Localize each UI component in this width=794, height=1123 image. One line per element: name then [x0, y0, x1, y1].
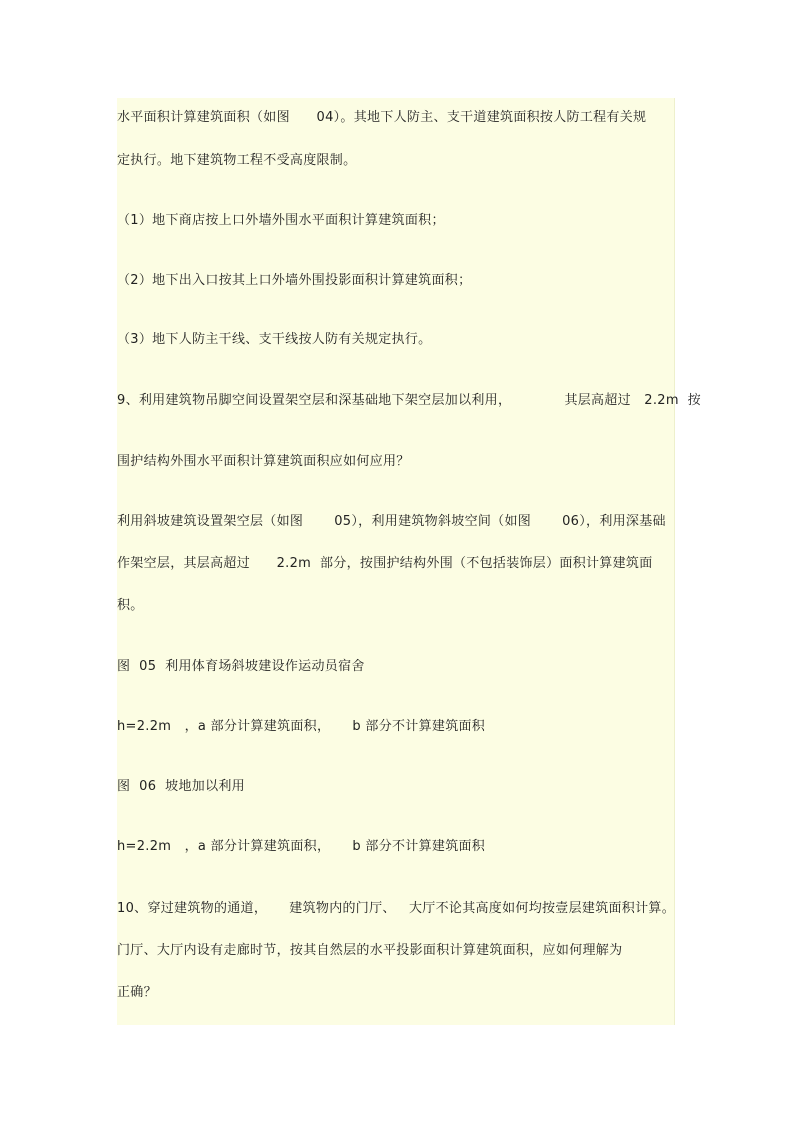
question-10-line-1: 10、穿过建筑物的通道， 建筑物内的门厅、 大厅不论其高度如何均按壹层建筑面积计算。 — [117, 901, 676, 916]
question-10-line-2: 门厅、大厅内设有走廊时节，按其自然层的水平投影面积计算建筑面积，应如何理解为 — [117, 943, 623, 958]
text-line: 定执行。地下建筑物工程不受高度限制。 — [117, 153, 357, 168]
text-line: （1）地下商店按上口外墙外围水平面积计算建筑面积； — [117, 213, 445, 228]
text-line: （3）地下人防主干线、支干线按人防有关规定执行。 — [117, 332, 432, 347]
figure-note: h=2.2m ，a 部分计算建筑面积， b 部分不计算建筑面积 — [117, 839, 486, 854]
figure-caption-06: 图 06 坡地加以利用 — [117, 779, 245, 794]
text-line: （2）地下出入口按其上口外墙外围投影面积计算建筑面积； — [117, 273, 472, 288]
question-9-line-2: 围护结构外围水平面积计算建筑面积应如何应用？ — [117, 454, 410, 469]
question-9-line-1: 9、利用建筑物吊脚空间设置架空层和深基础地下架空层加以利用， 其层高超过 2.2m 按 — [117, 393, 701, 408]
figure-note: h=2.2m ，a 部分计算建筑面积， b 部分不计算建筑面积 — [117, 719, 486, 734]
text-line: 水平面积计算建筑面积（如图 04）。其地下人防主、支干道建筑面积按人防工程有关规 — [117, 110, 647, 125]
text-line: 作架空层，其层高超过 2.2m 部分，按围护结构外围（不包括装饰层）面积计算建筑面 — [117, 556, 653, 571]
question-10-line-3: 正确？ — [117, 985, 157, 1000]
figure-caption-05: 图 05 利用体育场斜坡建设作运动员宿舍 — [117, 659, 365, 674]
text-line: 利用斜坡建筑设置架空层（如图 05），利用建筑物斜坡空间（如图 06），利用深基础 — [117, 514, 666, 529]
text-line: 积。 — [117, 598, 144, 613]
